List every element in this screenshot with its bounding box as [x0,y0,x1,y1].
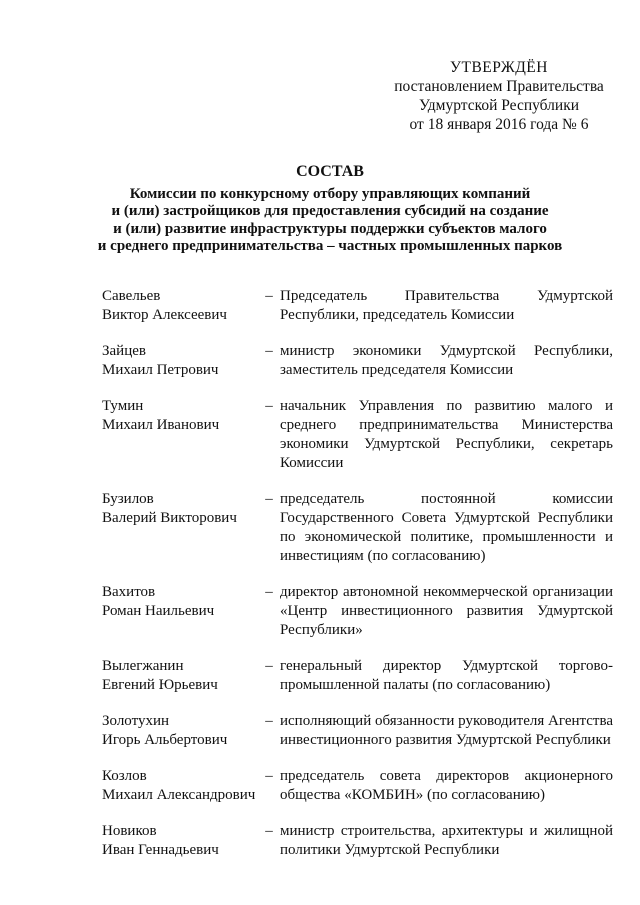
member-name [102,583,258,640]
member-dash: – [265,768,273,784]
member-dash: – [265,823,273,839]
member-list [102,287,613,877]
member-dash: – [265,343,273,359]
member-surname: Козлов [102,768,147,784]
member-given-name: Игорь Альбертович [102,732,228,748]
member-name [102,767,258,805]
member-role: председатель постоянной комиссии Государственного Совета Удмуртской Республики по экономической политике, промышленности и инвестициям (по согласованию) [280,491,613,564]
member-name [102,287,258,325]
member-name [102,712,258,750]
subtitle-line-3: и (или) развитие инфраструктуры поддержки субъектов малого [113,220,547,237]
member-given-name: Виктор Алексеевич [102,307,227,323]
member-name [102,657,258,695]
member-dash: – [265,658,273,674]
member-name [102,822,258,860]
subtitle-line-1: Комиссии по конкурсному отбору управляющих компаний [129,185,531,202]
member-surname: Новиков [102,823,157,839]
member-role: министр экономики Удмуртской Республики, заместитель председателя Комиссии [280,343,613,378]
approval-line-3: от 18 января 2016 года № 6 [409,116,589,133]
member-role: министр строительства, архитектуры и жилищной политики Удмуртской Республики [280,823,613,858]
member-role: председатель совета директоров акционерного общества «КОМБИН» (по согласованию) [280,768,613,803]
approval-line-2: Удмуртской Республики [418,97,580,114]
member-given-name: Михаил Александрович [102,787,256,803]
member-role: начальник Управления по развитию малого и среднего предпринимательства Министерства экономики Удмуртской Республики, секретарь Комиссии [280,398,613,471]
document-title: СОСТАВ [296,163,364,180]
member-name [102,397,258,473]
member-surname: Бузилов [102,491,154,507]
approval-line-1: постановлением Правительства [394,78,604,95]
approval-stamp [384,58,614,134]
member-row [102,397,613,473]
member-surname: Савельев [102,288,161,304]
member-row [102,342,613,380]
member-given-name: Валерий Викторович [102,510,237,526]
member-dash: – [265,713,273,729]
member-row [102,822,613,860]
member-role: директор автономной некоммерческой организации «Центр инвестиционного развития Удмуртской Республики» [280,584,613,638]
member-role: генеральный директор Удмуртской торгово-промышленной палаты (по согласованию) [280,658,613,693]
member-surname: Вылегжанин [102,658,184,674]
member-name [102,342,258,380]
member-surname: Зайцев [102,343,146,359]
member-row [102,583,613,640]
subtitle-line-2: и (или) застройщиков для предоставления субсидий на создание [111,203,549,219]
member-dash: – [265,584,273,600]
member-row [102,287,613,325]
member-dash: – [265,398,273,414]
member-given-name: Евгений Юрьевич [102,677,218,693]
document-heading [60,163,600,256]
member-role: исполняющий обязанности руководителя Агентства инвестиционного развития Удмуртской Республики [280,713,613,748]
approval-title: УТВЕРЖДЁН [450,59,548,76]
member-given-name: Роман Наильевич [102,603,215,619]
member-name [102,490,258,566]
member-surname: Вахитов [102,584,156,600]
member-surname: Тумин [102,398,144,414]
member-surname: Золотухин [102,713,170,729]
member-given-name: Михаил Иванович [102,417,220,433]
member-row [102,712,613,750]
member-given-name: Иван Геннадьевич [102,842,219,858]
member-row [102,657,613,695]
member-row [102,490,613,566]
member-row [102,767,613,805]
member-dash: – [265,491,273,507]
member-role: Председатель Правительства Удмуртской Республики, председатель Комиссии [280,288,613,323]
subtitle-line-4: и среднего предпринимательства – частных промышленных парков [97,238,563,254]
member-dash: – [265,288,273,304]
member-given-name: Михаил Петрович [102,362,219,378]
